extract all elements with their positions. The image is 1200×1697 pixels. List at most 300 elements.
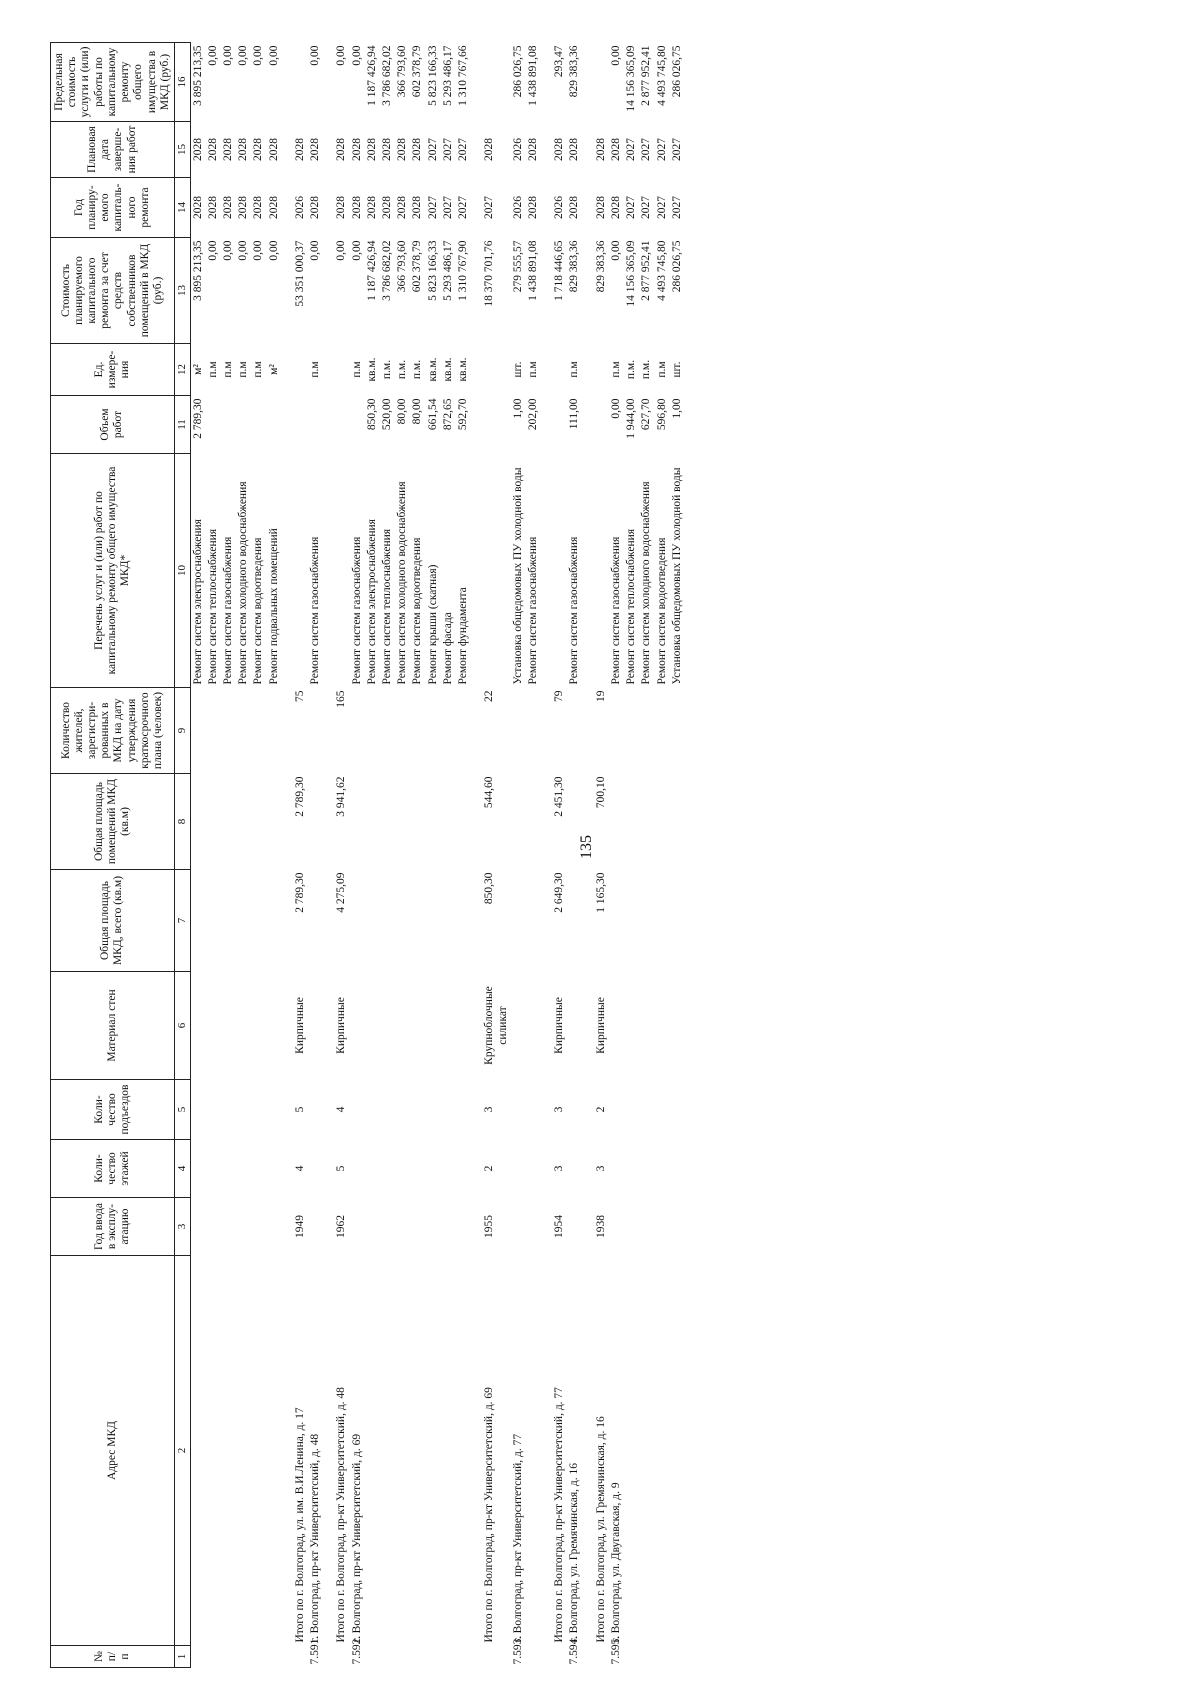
table-row (221, 43, 236, 1668)
header-cell: Год планиру-емого капиталь-ного ремонта (51, 178, 175, 238)
cell-col-2 (639, 1256, 654, 1646)
column-number: 7 (174, 870, 190, 972)
table-row (380, 43, 395, 1668)
cell-col-15: 2027 (670, 138, 683, 161)
cell-col-5: 2 (594, 1106, 607, 1113)
cell-col-4: 5 (335, 1165, 348, 1172)
cell-col-12: шт. (670, 361, 683, 378)
cell-col-4 (190, 1140, 206, 1198)
cell-col-9 (511, 688, 526, 774)
cell-col-16: 3 895 213,35 (191, 45, 204, 106)
cell-col-4 (236, 1140, 251, 1198)
cell-col-1: 7.592. (350, 1635, 363, 1665)
cell-col-3 (308, 1198, 323, 1256)
cell-col-15: 2028 (381, 138, 394, 161)
cell-col-11 (583, 396, 609, 454)
cell-col-15: 2027 (457, 138, 470, 161)
cell-col-5 (511, 1080, 526, 1140)
cell-col-7 (670, 870, 685, 972)
table-row (395, 43, 410, 1668)
cell-col-2 (624, 1256, 639, 1646)
cell-col-5 (655, 1080, 670, 1140)
cell-col-16: 1 438 891,08 (526, 45, 539, 106)
cell-col-13: 0,00 (206, 240, 219, 261)
cell-col-12: кв.м. (365, 357, 378, 382)
cell-col-8 (567, 774, 582, 870)
cell-col-11: 111,00 (568, 398, 581, 430)
cell-col-7: 2 649,30 (553, 872, 566, 913)
cell-col-15: 2028 (553, 138, 566, 161)
cell-col-12: п.м. (625, 359, 638, 380)
cell-col-15: 2026 (511, 138, 524, 161)
cell-col-10 (323, 454, 349, 688)
cell-col-2: Итого по г. Волгоград, пр-кт Университетский, д. 69 (483, 1387, 496, 1643)
table-row (251, 43, 266, 1668)
cell-col-6 (221, 972, 236, 1080)
cell-col-11 (308, 396, 323, 454)
cell-col-9 (350, 688, 365, 774)
cell-col-7: 1 165,30 (594, 872, 607, 913)
cell-col-1 (471, 1646, 510, 1668)
cell-col-6 (511, 972, 526, 1080)
cell-col-3 (251, 1198, 266, 1256)
cell-col-6 (380, 972, 395, 1080)
cell-col-5 (526, 1080, 541, 1140)
cell-col-10: Ремонт подвальных помещений (267, 528, 280, 685)
cell-col-6 (655, 972, 670, 1080)
cell-col-14: 2028 (526, 196, 539, 219)
cell-col-10: Ремонт систем водоотведения (252, 537, 265, 685)
cell-col-7 (190, 870, 206, 972)
cell-col-3 (567, 1198, 582, 1256)
cell-col-2 (206, 1256, 221, 1646)
cell-col-9: 79 (553, 690, 566, 702)
capital-repair-table (50, 42, 685, 1668)
cell-col-3 (410, 1198, 425, 1256)
cell-col-4 (670, 1140, 685, 1198)
cell-col-15: 2028 (191, 138, 204, 161)
cell-col-11 (221, 396, 236, 454)
cell-col-8 (267, 774, 282, 870)
cell-col-7 (655, 870, 670, 972)
cell-col-6 (456, 972, 471, 1080)
cell-col-15: 2028 (526, 138, 539, 161)
cell-col-10: Ремонт систем водоотведения (655, 537, 668, 685)
cell-col-16: 2 877 952,41 (640, 45, 653, 106)
cell-col-5: 5 (293, 1106, 306, 1113)
cell-col-15: 2027 (640, 138, 653, 161)
table-row (639, 43, 654, 1668)
cell-col-2: г. Волгоград, пр-кт Университетский, д. 69 (350, 1433, 363, 1643)
cell-col-6 (190, 972, 206, 1080)
cell-col-9 (251, 688, 266, 774)
table-row (267, 43, 282, 1668)
cell-col-2: г. Волгоград, ул. Гремячинская, д. 16 (568, 1463, 581, 1643)
header-cell: Объем работ (51, 396, 175, 454)
cell-col-10: Установка общедомовых ПУ холодной воды (670, 467, 683, 685)
cell-col-14: 2027 (625, 196, 638, 219)
cell-col-6 (670, 972, 685, 1080)
cell-col-14: 2026 (553, 196, 566, 219)
cell-col-8: 3 941,62 (335, 776, 348, 817)
cell-col-5 (380, 1080, 395, 1140)
cell-col-4 (251, 1140, 266, 1198)
cell-col-3 (441, 1198, 456, 1256)
cell-col-10: Ремонт систем водоотведения (411, 537, 424, 685)
cell-col-11 (350, 396, 365, 454)
cell-col-3: 1949 (293, 1215, 306, 1238)
cell-col-5 (456, 1080, 471, 1140)
cell-col-1 (267, 1646, 282, 1668)
cell-col-10: Ремонт систем газоснабжения (568, 536, 581, 685)
cell-col-14: 2027 (483, 196, 496, 219)
cell-col-3: 1938 (594, 1215, 607, 1238)
cell-col-4 (526, 1140, 541, 1198)
cell-col-11: 2 789,30 (191, 398, 204, 439)
cell-col-13: 0,00 (252, 240, 265, 261)
cell-col-4 (308, 1140, 323, 1198)
cell-col-4 (441, 1140, 456, 1198)
cell-col-13: 279 555,57 (511, 240, 524, 293)
cell-col-8 (365, 774, 380, 870)
cell-col-11: 850,30 (365, 398, 378, 431)
cell-col-13: 3 786 682,02 (381, 240, 394, 301)
cell-col-8 (350, 774, 365, 870)
table-row (426, 43, 441, 1668)
cell-col-11: 592,70 (457, 398, 470, 431)
cell-col-13: 5 823 166,33 (426, 240, 439, 301)
cell-col-2 (441, 1256, 456, 1646)
cell-col-10: Ремонт систем электроснабжения (365, 519, 378, 685)
cell-col-6: Кирпичные (553, 997, 566, 1054)
table-body (190, 43, 685, 1668)
cell-col-8 (456, 774, 471, 870)
cell-col-7 (526, 870, 541, 972)
cell-col-3 (395, 1198, 410, 1256)
cell-col-2 (670, 1256, 685, 1646)
table-row (541, 43, 567, 1668)
cell-col-13: 5 293 486,17 (441, 240, 454, 301)
cell-col-16: 0,00 (335, 45, 348, 66)
cell-col-8: 544,60 (483, 776, 496, 809)
cell-col-4: 4 (293, 1165, 306, 1172)
cell-col-14: 2028 (568, 196, 581, 219)
cell-col-5 (221, 1080, 236, 1140)
cell-col-9: 75 (293, 690, 306, 702)
cell-col-13: 0,00 (267, 240, 280, 261)
cell-col-1 (583, 1646, 609, 1668)
cell-col-16: 0,00 (222, 45, 235, 66)
cell-col-2 (380, 1256, 395, 1646)
cell-col-8 (426, 774, 441, 870)
cell-col-10: Ремонт систем газоснабжения (526, 536, 539, 685)
cell-col-8: 2 789,30 (293, 776, 306, 817)
cell-col-10 (471, 454, 510, 688)
cell-col-12: п.м (237, 361, 250, 378)
column-number-row (174, 43, 190, 1668)
cell-col-4 (426, 1140, 441, 1198)
cell-col-8 (624, 774, 639, 870)
cell-col-1 (380, 1646, 395, 1668)
cell-col-7 (639, 870, 654, 972)
cell-col-8 (441, 774, 456, 870)
cell-col-1 (526, 1646, 541, 1668)
cell-col-11: 80,00 (411, 398, 424, 425)
table-row (511, 43, 526, 1668)
column-number: 5 (174, 1080, 190, 1140)
cell-col-10: Ремонт систем теплоснабжения (625, 528, 638, 685)
cell-col-9 (639, 688, 654, 774)
cell-col-11: 1,00 (511, 398, 524, 419)
cell-col-3: 1955 (483, 1215, 496, 1238)
cell-col-15: 2028 (483, 138, 496, 161)
cell-col-12: п.м (568, 361, 581, 378)
cell-col-4 (639, 1140, 654, 1198)
cell-col-3 (670, 1198, 685, 1256)
cell-col-15: 2028 (396, 138, 409, 161)
cell-col-4 (456, 1140, 471, 1198)
cell-col-14: 2028 (206, 196, 219, 219)
cell-col-2 (456, 1256, 471, 1646)
cell-col-4 (655, 1140, 670, 1198)
header-cell: Год ввода в эксплу-атацию (51, 1198, 175, 1256)
cell-col-16 (282, 43, 308, 122)
header-cell: Материал стен (51, 972, 175, 1080)
cell-col-10: Ремонт фасада (441, 612, 454, 685)
cell-col-1 (441, 1646, 456, 1668)
cell-col-6 (441, 972, 456, 1080)
cell-col-5: 3 (553, 1106, 566, 1113)
cell-col-9 (670, 688, 685, 774)
cell-col-6 (426, 972, 441, 1080)
cell-col-11: 80,00 (396, 398, 409, 425)
cell-col-4 (410, 1140, 425, 1198)
cell-col-2: Итого по г. Волгоград, ул. Гремячинская, д. 16 (594, 1416, 607, 1643)
cell-col-2 (251, 1256, 266, 1646)
cell-col-4 (624, 1140, 639, 1198)
cell-col-12: п.м (655, 361, 668, 378)
cell-col-12: п.м (350, 361, 363, 378)
table-row (308, 43, 323, 1668)
table-row (441, 43, 456, 1668)
cell-col-6: Кирпичные (293, 997, 306, 1054)
cell-col-15: 2028 (594, 138, 607, 161)
cell-col-4 (395, 1140, 410, 1198)
cell-col-7 (236, 870, 251, 972)
cell-col-3: 1962 (335, 1215, 348, 1238)
table-header (51, 43, 191, 1668)
cell-col-1 (323, 1646, 349, 1668)
cell-col-7 (441, 870, 456, 972)
cell-col-1: 7.595. (609, 1635, 622, 1665)
cell-col-4 (350, 1140, 365, 1198)
cell-col-12: м² (191, 364, 204, 375)
cell-col-9 (567, 688, 582, 774)
cell-col-7 (426, 870, 441, 972)
cell-col-13: 0,00 (335, 240, 348, 261)
cell-col-1: 7.594. (568, 1635, 581, 1665)
cell-col-14: 2028 (381, 196, 394, 219)
cell-col-2 (655, 1256, 670, 1646)
cell-col-6 (251, 972, 266, 1080)
cell-col-1 (655, 1646, 670, 1668)
cell-col-9 (526, 688, 541, 774)
cell-col-13: 1 310 767,90 (457, 240, 470, 301)
table-row (410, 43, 425, 1668)
cell-col-3 (380, 1198, 395, 1256)
cell-col-13: 829 383,36 (594, 240, 607, 293)
column-number: 11 (174, 396, 190, 454)
table-row (282, 43, 308, 1668)
cell-col-14: 2027 (670, 196, 683, 219)
cell-col-10: Ремонт систем теплоснабжения (381, 528, 394, 685)
cell-col-1 (282, 1646, 308, 1668)
cell-col-3 (267, 1198, 282, 1256)
cell-col-14: 2028 (396, 196, 409, 219)
cell-col-16: 602 378,79 (411, 45, 424, 98)
cell-col-8 (221, 774, 236, 870)
cell-col-1 (639, 1646, 654, 1668)
cell-col-14: 2028 (252, 196, 265, 219)
cell-col-16: 0,00 (309, 45, 322, 66)
table-row (206, 43, 221, 1668)
cell-col-14: 2028 (594, 196, 607, 219)
cell-col-9 (206, 688, 221, 774)
cell-col-12: кв.м. (441, 357, 454, 382)
cell-col-12: м² (267, 364, 280, 375)
cell-col-8 (655, 774, 670, 870)
cell-col-7 (567, 870, 582, 972)
column-number: 2 (174, 1256, 190, 1646)
cell-col-10: Ремонт систем холодного водоснабжения (396, 481, 409, 685)
cell-col-16: 4 493 745,80 (655, 45, 668, 106)
table-row (323, 43, 349, 1668)
cell-col-1 (251, 1646, 266, 1668)
cell-col-10 (541, 454, 567, 688)
cell-col-2 (365, 1256, 380, 1646)
cell-col-16: 0,00 (609, 45, 622, 66)
cell-col-14: 2028 (267, 196, 280, 219)
page-number-text: 135 (578, 835, 595, 859)
cell-col-2: г. Волгоград, пр-кт Университетский, д. 77 (511, 1433, 524, 1643)
cell-col-1 (221, 1646, 236, 1668)
cell-col-14: 2028 (237, 196, 250, 219)
cell-col-5 (251, 1080, 266, 1140)
cell-col-13: 0,00 (222, 240, 235, 261)
cell-col-5 (365, 1080, 380, 1140)
cell-col-9: 22 (483, 690, 496, 702)
cell-col-8 (206, 774, 221, 870)
column-number: 12 (174, 344, 190, 396)
cell-col-7: 2 789,30 (293, 872, 306, 913)
cell-col-3 (624, 1198, 639, 1256)
cell-col-12: п.м (222, 361, 235, 378)
cell-col-11 (541, 396, 567, 454)
cell-col-4: 2 (483, 1165, 496, 1172)
cell-col-10: Ремонт крыши (скатная) (426, 564, 439, 685)
cell-col-2: Итого по г. Волгоград, пр-кт Университетский, д. 48 (335, 1387, 348, 1643)
cell-col-9 (426, 688, 441, 774)
cell-col-8 (236, 774, 251, 870)
cell-col-12 (541, 344, 567, 396)
cell-col-3 (456, 1198, 471, 1256)
cell-col-13: 829 383,36 (568, 240, 581, 293)
table-row (471, 43, 510, 1668)
cell-col-2 (190, 1256, 206, 1646)
cell-col-4: 3 (553, 1165, 566, 1172)
cell-col-7 (308, 870, 323, 972)
column-number: 14 (174, 178, 190, 238)
cell-col-16: 1 310 767,66 (457, 45, 470, 106)
table-row (190, 43, 206, 1668)
cell-col-13: 1 718 446,65 (553, 240, 566, 301)
cell-col-10 (282, 454, 308, 688)
cell-col-15: 2028 (293, 138, 306, 161)
cell-col-13: 2 877 952,41 (640, 240, 653, 301)
cell-col-12: п.м (526, 361, 539, 378)
cell-col-12 (583, 344, 609, 396)
cell-col-16: 366 793,60 (396, 45, 409, 98)
cell-col-12: п.м (206, 361, 219, 378)
cell-col-3 (639, 1198, 654, 1256)
cell-col-15: 2028 (411, 138, 424, 161)
cell-col-11: 202,00 (526, 398, 539, 431)
cell-col-3 (190, 1198, 206, 1256)
cell-col-12 (323, 344, 349, 396)
cell-col-6 (639, 972, 654, 1080)
cell-col-3 (526, 1198, 541, 1256)
cell-col-9 (410, 688, 425, 774)
cell-col-5 (624, 1080, 639, 1140)
header-cell: № п/п (51, 1646, 175, 1668)
cell-col-12: п.м. (411, 359, 424, 380)
cell-col-12: шт. (511, 361, 524, 378)
cell-col-7: 850,30 (483, 872, 496, 905)
cell-col-9 (221, 688, 236, 774)
cell-col-3 (236, 1198, 251, 1256)
cell-col-15: 2028 (206, 138, 219, 161)
cell-col-11 (236, 396, 251, 454)
cell-col-8 (190, 774, 206, 870)
cell-col-10: Ремонт систем холодного водоснабжения (237, 481, 250, 685)
cell-col-16: 14 156 365,09 (625, 45, 638, 112)
column-number: 6 (174, 972, 190, 1080)
cell-col-15: 2027 (655, 138, 668, 161)
cell-col-8 (670, 774, 685, 870)
cell-col-14: 2028 (335, 196, 348, 219)
cell-col-16: 286 026,75 (511, 45, 524, 98)
cell-col-3 (350, 1198, 365, 1256)
cell-col-2: г. Волгоград, ул. Двугавская, д. 9 (609, 1482, 622, 1643)
cell-col-9 (236, 688, 251, 774)
cell-col-1 (410, 1646, 425, 1668)
cell-col-14: 2027 (655, 196, 668, 219)
cell-col-6 (206, 972, 221, 1080)
cell-col-12: кв.м. (426, 357, 439, 382)
cell-col-1 (624, 1646, 639, 1668)
cell-col-6 (526, 972, 541, 1080)
cell-col-12: п.м. (396, 359, 409, 380)
cell-col-9 (655, 688, 670, 774)
cell-col-1 (365, 1646, 380, 1668)
cell-col-1: 7.591. (309, 1635, 322, 1665)
cell-col-13: 0,00 (309, 240, 322, 261)
cell-col-12: п.м (252, 361, 265, 378)
cell-col-2 (221, 1256, 236, 1646)
cell-col-15: 2028 (335, 138, 348, 161)
table-row (583, 43, 609, 1668)
table-row (526, 43, 541, 1668)
